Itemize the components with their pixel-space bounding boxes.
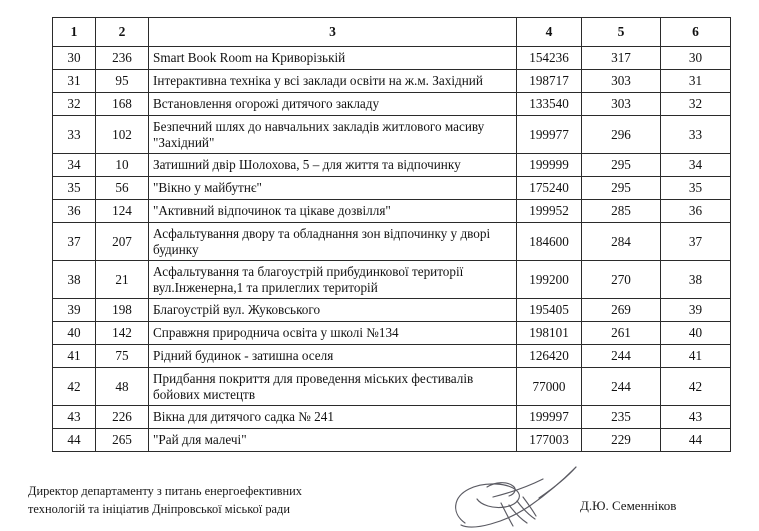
cell-col5: 229 <box>582 429 661 452</box>
cell-col4: 199999 <box>517 154 582 177</box>
table-row <box>53 322 731 345</box>
cell-col4: 126420 <box>517 345 582 368</box>
table-row <box>53 154 731 177</box>
cell-col3: "Вікно у майбутнє" <box>149 177 517 200</box>
cell-col5: 296 <box>582 116 661 154</box>
cell-col2: 56 <box>96 177 149 200</box>
cell-col3: Асфальтування та благоустрій прибудинкової території вул.Інженерна,1 та прилеглих територій <box>149 261 517 299</box>
cell-col3: Затишний двір Шолохова, 5 – для життя та відпочинку <box>149 154 517 177</box>
cell-col1: 40 <box>53 322 96 345</box>
table-row <box>53 406 731 429</box>
cell-col5: 303 <box>582 93 661 116</box>
cell-col4: 195405 <box>517 299 582 322</box>
cell-col4: 133540 <box>517 93 582 116</box>
cell-col2: 75 <box>96 345 149 368</box>
table-row <box>53 429 731 452</box>
cell-col4: 198717 <box>517 70 582 93</box>
cell-col2: 207 <box>96 223 149 261</box>
cell-col6: 36 <box>661 200 731 223</box>
cell-col6: 31 <box>661 70 731 93</box>
table-row <box>53 261 731 299</box>
cell-col3: Безпечний шлях до навчальних закладів житлового масиву "Західний" <box>149 116 517 154</box>
cell-col1: 32 <box>53 93 96 116</box>
cell-col3: Рідний будинок - затишна оселя <box>149 345 517 368</box>
cell-col5: 284 <box>582 223 661 261</box>
cell-col5: 303 <box>582 70 661 93</box>
cell-col4: 177003 <box>517 429 582 452</box>
table-row <box>53 200 731 223</box>
cell-col1: 33 <box>53 116 96 154</box>
cell-col1: 39 <box>53 299 96 322</box>
cell-col4: 199952 <box>517 200 582 223</box>
cell-col6: 38 <box>661 261 731 299</box>
signer-name: Д.Ю. Семенніков <box>580 498 677 513</box>
cell-col5: 295 <box>582 154 661 177</box>
cell-col2: 168 <box>96 93 149 116</box>
table-row <box>53 345 731 368</box>
table-row <box>53 93 731 116</box>
cell-col1: 35 <box>53 177 96 200</box>
cell-col2: 236 <box>96 47 149 70</box>
cell-col2: 142 <box>96 322 149 345</box>
cell-col6: 32 <box>661 93 731 116</box>
cell-col5: 235 <box>582 406 661 429</box>
cell-col4: 175240 <box>517 177 582 200</box>
cell-col6: 43 <box>661 406 731 429</box>
cell-col2: 95 <box>96 70 149 93</box>
cell-col5: 244 <box>582 368 661 406</box>
cell-col3: Встановлення огорожі дитячого закладу <box>149 93 517 116</box>
column-header-3: 3 <box>149 18 517 47</box>
cell-col1: 42 <box>53 368 96 406</box>
cell-col3: Асфальтування двору та обладнання зон відпочинку у дворі будинку <box>149 223 517 261</box>
column-header-4: 4 <box>517 18 582 47</box>
cell-col3: Благоустрій вул. Жуковського <box>149 299 517 322</box>
table-row <box>53 299 731 322</box>
cell-col6: 39 <box>661 299 731 322</box>
cell-col2: 124 <box>96 200 149 223</box>
results-table <box>52 17 731 452</box>
cell-col1: 37 <box>53 223 96 261</box>
cell-col1: 31 <box>53 70 96 93</box>
cell-col2: 226 <box>96 406 149 429</box>
cell-col6: 30 <box>661 47 731 70</box>
table-row <box>53 70 731 93</box>
cell-col5: 317 <box>582 47 661 70</box>
cell-col4: 184600 <box>517 223 582 261</box>
cell-col2: 102 <box>96 116 149 154</box>
cell-col2: 48 <box>96 368 149 406</box>
table-row <box>53 223 731 261</box>
cell-col1: 38 <box>53 261 96 299</box>
column-header-2: 2 <box>96 18 149 47</box>
cell-col6: 34 <box>661 154 731 177</box>
cell-col3: Інтерактивна техніка у всі заклади освіти на ж.м. Західний <box>149 70 517 93</box>
cell-col1: 41 <box>53 345 96 368</box>
cell-col3: Справжня природнича освіта у школі №134 <box>149 322 517 345</box>
signer-title-line-2: технологій та ініціатив Дніпровської міської ради <box>28 501 290 516</box>
signature-block <box>28 483 728 527</box>
cell-col1: 43 <box>53 406 96 429</box>
column-header-6: 6 <box>661 18 731 47</box>
cell-col6: 33 <box>661 116 731 154</box>
cell-col4: 77000 <box>517 368 582 406</box>
table-body <box>53 47 731 452</box>
cell-col3: Smart Book Room на Криворізькій <box>149 47 517 70</box>
cell-col6: 41 <box>661 345 731 368</box>
cell-col3: "Активний відпочинок та цікаве дозвілля" <box>149 200 517 223</box>
cell-col2: 198 <box>96 299 149 322</box>
cell-col4: 198101 <box>517 322 582 345</box>
cell-col1: 34 <box>53 154 96 177</box>
cell-col2: 10 <box>96 154 149 177</box>
column-header-1: 1 <box>53 18 96 47</box>
signer-title <box>28 483 388 518</box>
cell-col6: 37 <box>661 223 731 261</box>
cell-col4: 199977 <box>517 116 582 154</box>
column-header-5: 5 <box>582 18 661 47</box>
table-row <box>53 116 731 154</box>
cell-col3: Вікна для дитячого садка № 241 <box>149 406 517 429</box>
signer-title-line-1: Директор департаменту з питань енергоефективних <box>28 484 302 498</box>
cell-col6: 40 <box>661 322 731 345</box>
cell-col5: 295 <box>582 177 661 200</box>
table-row <box>53 177 731 200</box>
cell-col3: "Рай для малечі" <box>149 429 517 452</box>
cell-col4: 154236 <box>517 47 582 70</box>
cell-col6: 42 <box>661 368 731 406</box>
handwritten-signature-icon <box>443 453 588 531</box>
cell-col4: 199997 <box>517 406 582 429</box>
table-header-row <box>53 18 731 47</box>
cell-col1: 44 <box>53 429 96 452</box>
cell-col2: 21 <box>96 261 149 299</box>
cell-col4: 199200 <box>517 261 582 299</box>
cell-col1: 30 <box>53 47 96 70</box>
cell-col6: 35 <box>661 177 731 200</box>
cell-col5: 270 <box>582 261 661 299</box>
table-row <box>53 47 731 70</box>
cell-col5: 261 <box>582 322 661 345</box>
cell-col6: 44 <box>661 429 731 452</box>
cell-col5: 269 <box>582 299 661 322</box>
cell-col3: Придбання покриття для проведення міських фестивалів бойових мистецтв <box>149 368 517 406</box>
cell-col1: 36 <box>53 200 96 223</box>
table-row <box>53 368 731 406</box>
cell-col5: 244 <box>582 345 661 368</box>
cell-col5: 285 <box>582 200 661 223</box>
cell-col2: 265 <box>96 429 149 452</box>
